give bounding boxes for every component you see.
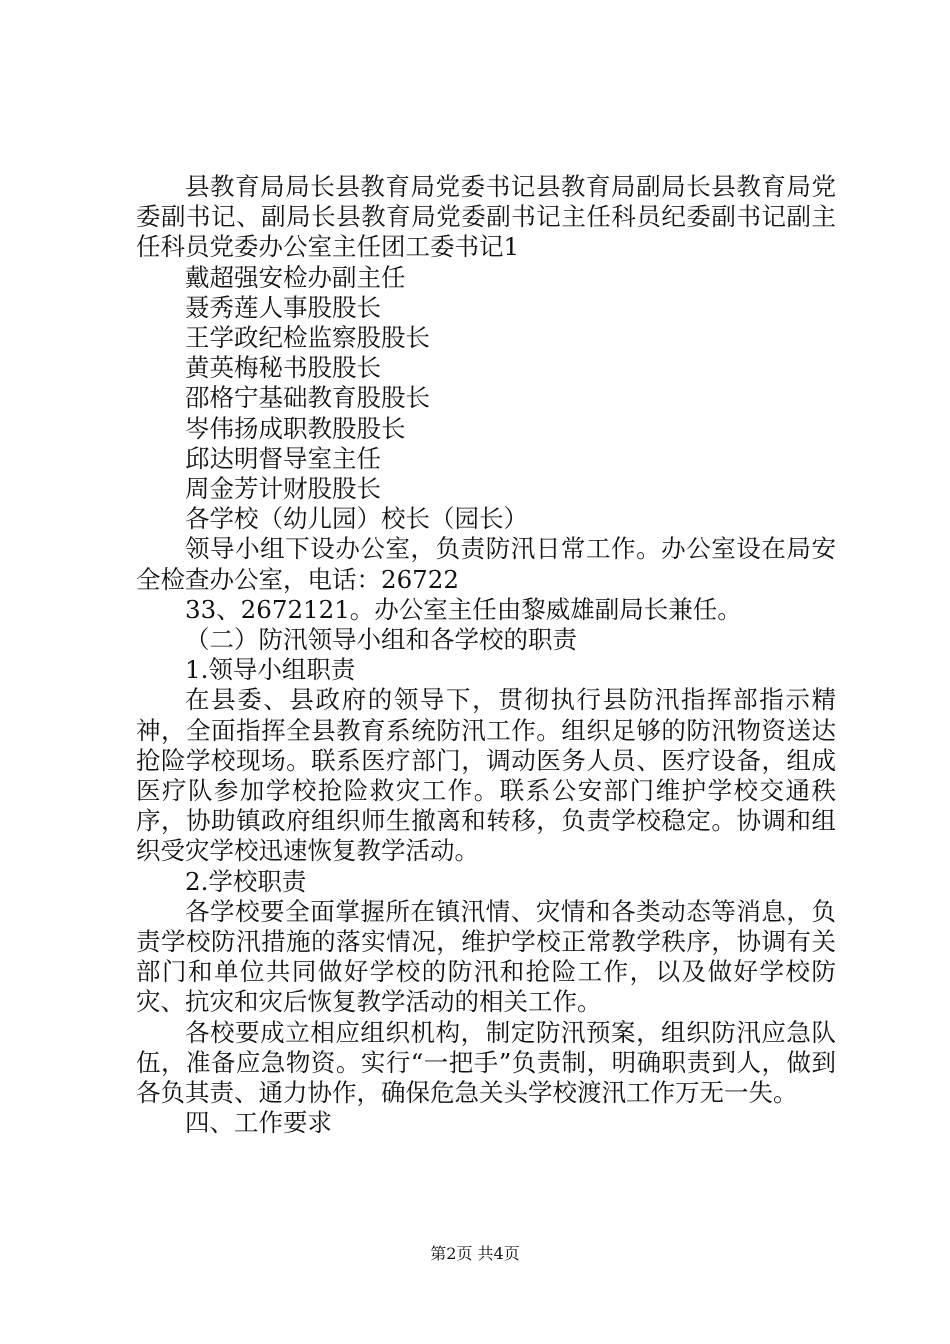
subheading-school-duties: 2.学校职责: [185, 866, 307, 896]
paragraph-member-3: 王学政纪检监察股股长: [185, 323, 430, 353]
paragraph-member-1: 戴超强安检办副主任: [185, 262, 406, 292]
paragraph-member-4: 黄英梅秘书股股长: [185, 353, 381, 383]
section-heading-duties: （二）防汛领导小组和各学校的职责: [185, 625, 577, 655]
paragraph-office: 领导小组下设办公室，负责防汛日常工作。办公室设在局安全检查办公室，电话：26722: [136, 534, 836, 594]
paragraph-leadership-duties: 在县委、县政府的领导下，贯彻执行县防汛指挥部指示精神，全面指挥全县教育系统防汛工作。组织足够的防汛物资送达抢险学校现场。联系医疗部门，调动医务人员、医疗设备，组成医疗队参加学校抢险救灾工作。联系公安部门维护学校交通秩序，协助镇政府组织师生撤离和转移，负责学校稳定。协调和组织受灾学校迅速恢复教学活动。: [136, 685, 836, 866]
paragraph-member-2: 聂秀莲人事股股长: [185, 292, 381, 322]
paragraph-member-6: 岑伟扬成职教股股长: [185, 413, 406, 443]
paragraph-leadership-titles: 县教育局局长县教育局党委书记县教育局副局长县教育局党委副书记、副局长县教育局党委副书记主任科员纪委副书记副主任科员党委办公室主任团工委书记1: [136, 172, 836, 262]
document-body: [136, 172, 836, 1139]
paragraph-member-schools: 各学校（幼儿园）校长（园长）: [185, 504, 528, 534]
section-heading-requirements: 四、工作要求: [185, 1108, 332, 1138]
paragraph-member-7: 邱达明督导室主任: [185, 443, 381, 473]
paragraph-member-8: 周金芳计财股股长: [185, 474, 381, 504]
paragraph-office-phone: 33、2672121。办公室主任由黎威雄副局长兼任。: [185, 594, 742, 624]
subheading-leadership-duties: 1.领导小组职责: [185, 655, 356, 685]
page-footer: 第2页 共4页: [430, 1244, 520, 1263]
paragraph-member-5: 邵格宁基础教育股股长: [185, 383, 430, 413]
paragraph-school-duties: 各学校要全面掌握所在镇汛情、灾情和各类动态等消息，负责学校防汛措施的落实情况，维护学校正常教学秩序，协调有关部门和单位共同做好学校的防汛和抢险工作，以及做好学校防灾、抗灾和灾后恢复教学活动的相关工作。: [136, 896, 836, 1017]
paragraph-school-organization: 各校要成立相应组织机构，制定防汛预案，组织防汛应急队伍，准备应急物资。实行“一把手”负责制，明确职责到人，做到各负其责、通力协作，确保危急关头学校渡汛工作万无一失。: [136, 1017, 836, 1108]
